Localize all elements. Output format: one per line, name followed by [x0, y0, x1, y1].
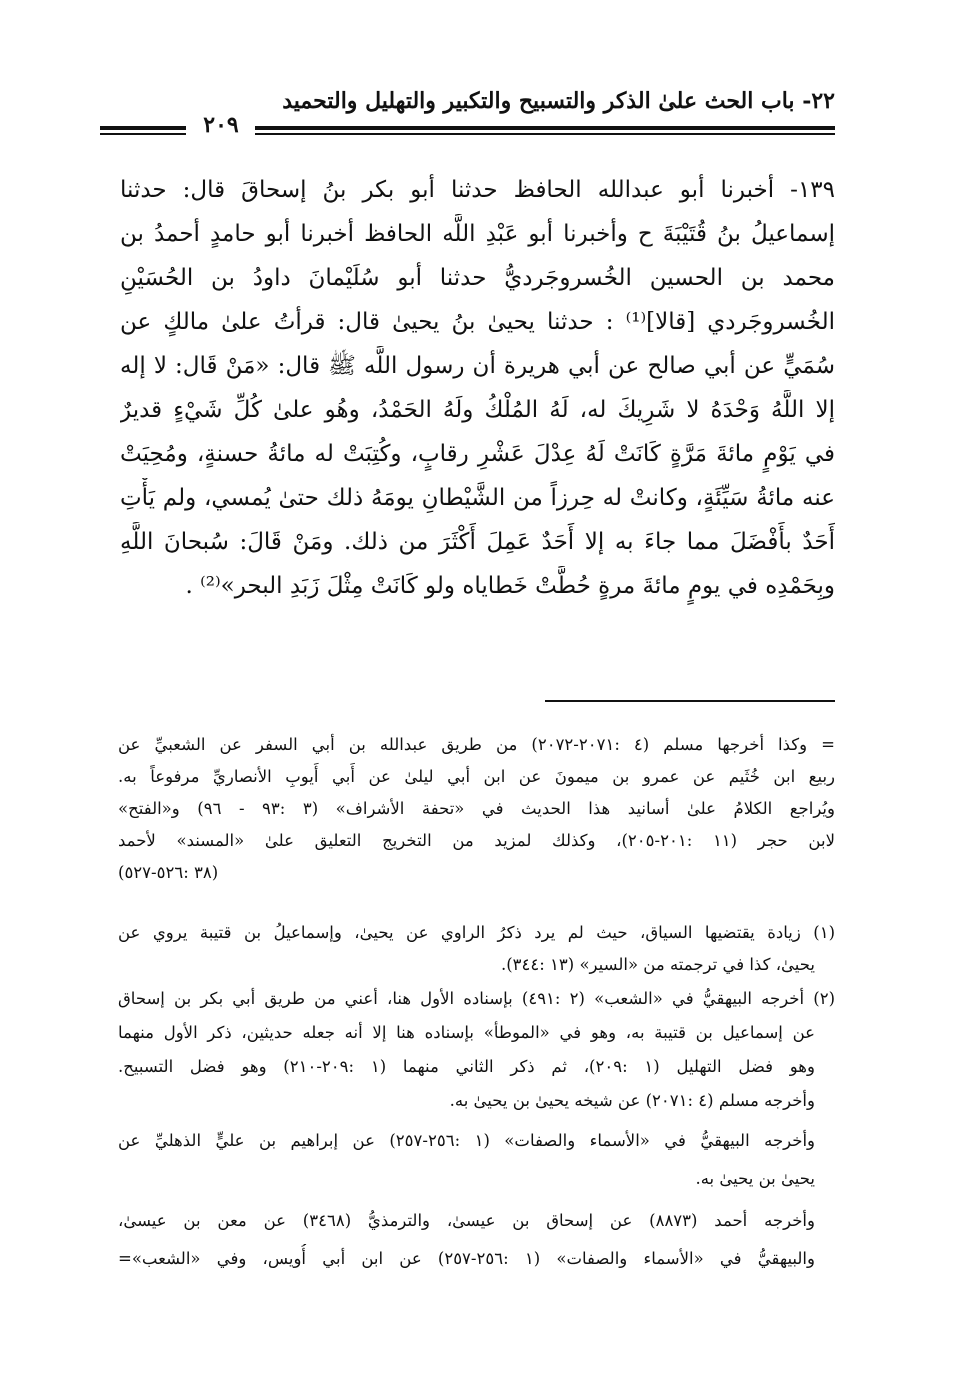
text-line: إلا اللَّهُ وَحْدَهُ لا شَرِيكَ له، لَهُ المُلْكُ ولَهُ الحَمْدُ، وهُو علىٰ كُلِّ شَيْءٍ قديرٌ [120, 397, 835, 423]
footnote-2-line: والبيهقيُّ في «الأسماء والصفات» (١ :٢٥٦-٢٥٧) عن ابن أبي أُويس، وفي «الشعب»= [118, 1249, 815, 1268]
footnote-2-line: وهو فضل التهليل (١ :٢٠٩)، ثم ذكر الثاني منهما (١ :٢٠٩-٢١٠) وهو فضل التسبيح. [118, 1057, 815, 1076]
text-line: ١٣٩- أخبرنا أبو عبدالله الحافظ حدثنا أبو بكر بنُ إسحاقَ قال: حدثنا [120, 177, 835, 203]
text-line: محمد بن الحسين الخُسروجَرديُّ حدثنا أبو سُلَيْمانَ داودُ بن الحُسَيْنِ [120, 265, 835, 291]
footnote-2-line: (٢) أخرجه البيهقيُّ في «الشعب» (٢ :٤٩١) بإسناده الأول هنا، أعني من طريق أبي بكر بن إسحاق [118, 989, 835, 1008]
footnote-1-line: يحيىٰ، كذا في ترجمته من «السير» (١٣ :٣٤٤). [500, 955, 815, 974]
footnote-line: ربيع ابن خُثَيم عن عمرو بن ميمونَ عن ابن أبي ليلىٰ عن أَبي أَيوبِ الأنصاريِّ مرفوعاً به. [118, 767, 835, 786]
footnote-2-line: وأخرجه أحمد (٨٨٧٣) عن إسحاق بن عيسىٰ، والترمذيُّ (٣٤٦٨) عن معن بن عيسىٰ، [118, 1211, 815, 1230]
footnote-line: (٣٨ :٥٢٦-٥٢٧) [118, 863, 219, 882]
footnote-line: ويُراجع الكلامُ علىٰ أسانيد هذا الحديث في «تحفة الأشراف» (٣ :٩٣ - ٩٦) و«الفتح» [118, 799, 835, 818]
text-line: الخُسروجَردي [قالا]⁽¹⁾ : حدثنا يحيىٰ بنُ يحيىٰ قال: قرأتُ علىٰ مالكٍ عن [120, 309, 835, 335]
text-line: في يَوْمٍ مائةَ مَرَّةٍ كَانَتْ لَهُ عِدْلَ عَشْرِ رقابٍ، وكُتِبَتْ له مائةُ حسنةٍ، ومُحِيَتْ [120, 441, 835, 467]
footnote-line: = وكذا أخرجها مسلم (٤ :٢٠٧١-٢٠٧٢) من طريق عبدالله بن أبي السفر عن الشعبيِّ عن [118, 735, 835, 754]
page-number-rule-thick [100, 126, 186, 130]
header-rule-thin [255, 133, 835, 135]
text-line: أَحَدٌ بأَفْضَلَ مما جاءَ به إلا أَحَدٌ عَمِلَ أَكْثَرَ من ذلك. ومَنْ قَالَ: سُبحانَ اللَّهِ [120, 529, 835, 555]
page-number-rule-thin [100, 133, 186, 135]
page-number: ٢٠٩ [203, 112, 239, 138]
footnote-separator [545, 700, 835, 702]
text-line: عنه مائةُ سَيِّئَةٍ، وكانتْ له حِرزاً من الشَّيْطانِ يومَهُ ذلك حتىٰ يُمسي، ولم يَأْتِ [120, 485, 835, 511]
text-line: إسماعيلُ بنُ قُتَيْبَةَ ح وأخبرنا أبو عَبْدِ اللَّه الحافظ أخبرنا أبو حامدٍ أحمدُ بن [120, 221, 835, 247]
footnote-2-line: يحيىٰ بن يحيىٰ به. [695, 1169, 815, 1188]
footnote-2-line: عن إسماعيل بن قتيبة به، وهو في «الموطأ» بإسناده هنا إلا أنه جعله حديثين، ذكر الأول منهما [118, 1023, 815, 1042]
footnote-2-line: وأخرجه البيهقيُّ في «الأسماء والصفات» (١ :٢٥٦-٢٥٧) عن إبراهيم بن عليٍّ الذهليِّ عن [118, 1131, 815, 1150]
footnote-1-line: (١) زيادة يقتضيها السياق، حيث لم يرد ذكرُ الراوي عن يحيىٰ، وإسماعيلُ بن قتيبة يروي عن [118, 923, 835, 942]
footnote-2-line: وأخرجه مسلم (٤ :٢٠٧١) عن شيخه يحيىٰ بن يحيىٰ به. [449, 1091, 815, 1110]
footnote-line: لابن حجر (١١ :٢٠١-٢٠٥)، وكذلك لمزيد من التخريج التعليق علىٰ «المسند» لأحمد [118, 831, 835, 850]
chapter-title: ٢٢- باب الحث علىٰ الذكر والتسبيح والتكبير والتهليل والتحميد [282, 88, 835, 114]
header-rule-thick [255, 126, 835, 130]
text-line: وبِحَمْدِه في يومٍ مائةَ مرةٍ حُطَّتْ خَطاياه ولو كَانَتْ مِثْلَ زَبَدِ البحر»⁽²⁾ . [185, 573, 835, 599]
text-line: سُمَيٍّ عن أبي صالح عن أبي هريرة أن رسول اللَّه ﷺ قال: «مَنْ قَال: لا إله [120, 353, 835, 379]
